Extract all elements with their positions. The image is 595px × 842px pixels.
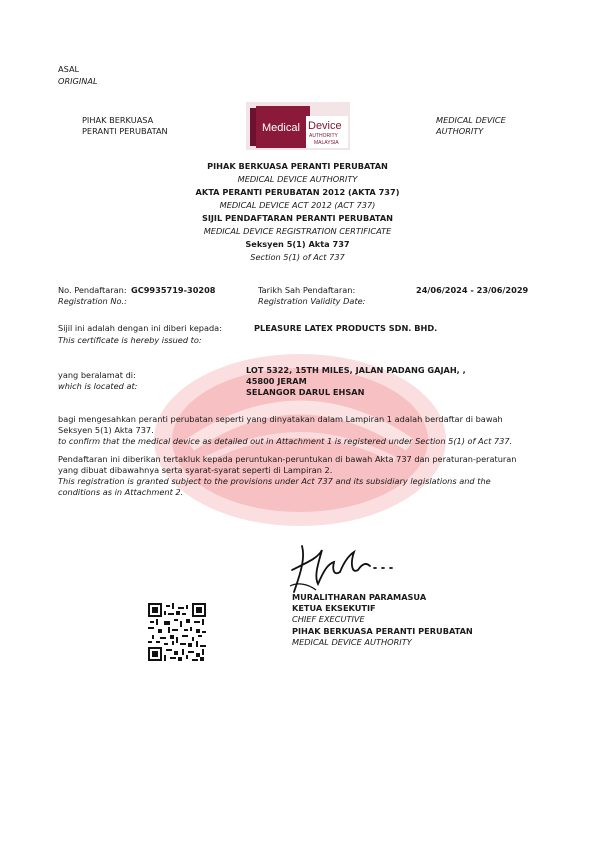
issued-to-label-en: This certificate is hereby issued to: [58, 335, 202, 345]
header-right-line1: MEDICAL DEVICE [436, 115, 506, 125]
title-line2: MEDICAL DEVICE AUTHORITY [237, 174, 358, 184]
signatory-title-en: CHIEF EXECUTIVE [292, 614, 365, 624]
mda-logo-graphic [246, 102, 350, 150]
title-line5: SIJIL PENDAFTARAN PERANTI PERUBATAN [201, 213, 394, 223]
address-line2: 45800 JERAM [246, 376, 307, 386]
validity-date-label: Tarikh Sah Pendaftaran: [258, 285, 356, 295]
title-line6: MEDICAL DEVICE REGISTRATION CERTIFICATE [203, 226, 392, 236]
signatory-org: PIHAK BERKUASA PERANTI PERUBATAN [292, 626, 473, 636]
validity-date-value: 24/06/2024 - 23/06/2029 [416, 285, 529, 295]
logo-sub-malaysia: MALAYSIA [314, 140, 339, 146]
signature [288, 540, 408, 598]
address-line1: LOT 5322, 15TH MILES, JALAN PADANG GAJAH, , [246, 365, 466, 375]
logo-word-device: Device [308, 120, 342, 132]
mda-logo [246, 102, 350, 150]
registration-no-label-en: Registration No.: [58, 296, 127, 306]
qr-code [148, 603, 206, 661]
issued-to-label: Sijil ini adalah dengan ini diberi kepada: [58, 323, 222, 333]
signatory-org-en: MEDICAL DEVICE AUTHORITY [292, 637, 412, 647]
paragraph2-en: This registration is granted subject to the provisions under Act 737 and its subsidiary legislations and the conditions as in Attachment 2. [58, 476, 491, 497]
signatory-name: MURALITHARAN PARAMASUA [292, 592, 427, 602]
validity-date-label-en: Registration Validity Date: [258, 296, 366, 306]
title-line8: Section 5(1) of Act 737 [250, 252, 345, 262]
holder-name: PLEASURE LATEX PRODUCTS SDN. BHD. [254, 323, 438, 333]
title-line4: MEDICAL DEVICE ACT 2012 (ACT 737) [219, 200, 376, 210]
paragraph1-en: to confirm that the medical device as detailed out in Attachment 1 is registered under Section 5(1) of Act 737. [58, 436, 513, 446]
logo-sub-authority: AUTHORITY [309, 133, 338, 139]
address-line3: SELANGOR DARUL EHSAN [246, 387, 365, 397]
title-line1: PIHAK BERKUASA PERANTI PERUBATAN [207, 161, 388, 171]
asal-label: ASAL [58, 64, 80, 74]
paragraph2-ms: Pendaftaran ini diberikan tertakluk kepada peruntukan-peruntukan di bawah Akta 737 dan peraturan-peraturan yang dibuat dibawahnya serta syarat-syarat seperti di Lampiran 2. [58, 454, 517, 475]
paragraph1-ms: bagi mengesahkan peranti perubatan seperti yang dinyatakan dalam Lampiran 1 adalah berdaftar di bawah Seksyen 5(1) Akta 737. [58, 414, 503, 435]
logo-word-medical: Medical [262, 122, 300, 134]
registration-no-label: No. Pendaftaran: [58, 285, 127, 295]
registration-no-value: GC9935719-30208 [131, 285, 216, 295]
title-line7: Seksyen 5(1) Akta 737 [245, 239, 350, 249]
header-left-line2: PERANTI PERUBATAN [82, 126, 168, 136]
address-label-en: which is located at: [58, 381, 138, 391]
original-label: ORIGINAL [58, 76, 98, 86]
signatory-title: KETUA EKSEKUTIF [292, 603, 376, 613]
header-right-line2: AUTHORITY [436, 126, 484, 136]
header-left-line1: PIHAK BERKUASA [82, 115, 154, 125]
address-label: yang beralamat di: [58, 370, 136, 380]
title-line3: AKTA PERANTI PERUBATAN 2012 (AKTA 737) [195, 187, 400, 197]
